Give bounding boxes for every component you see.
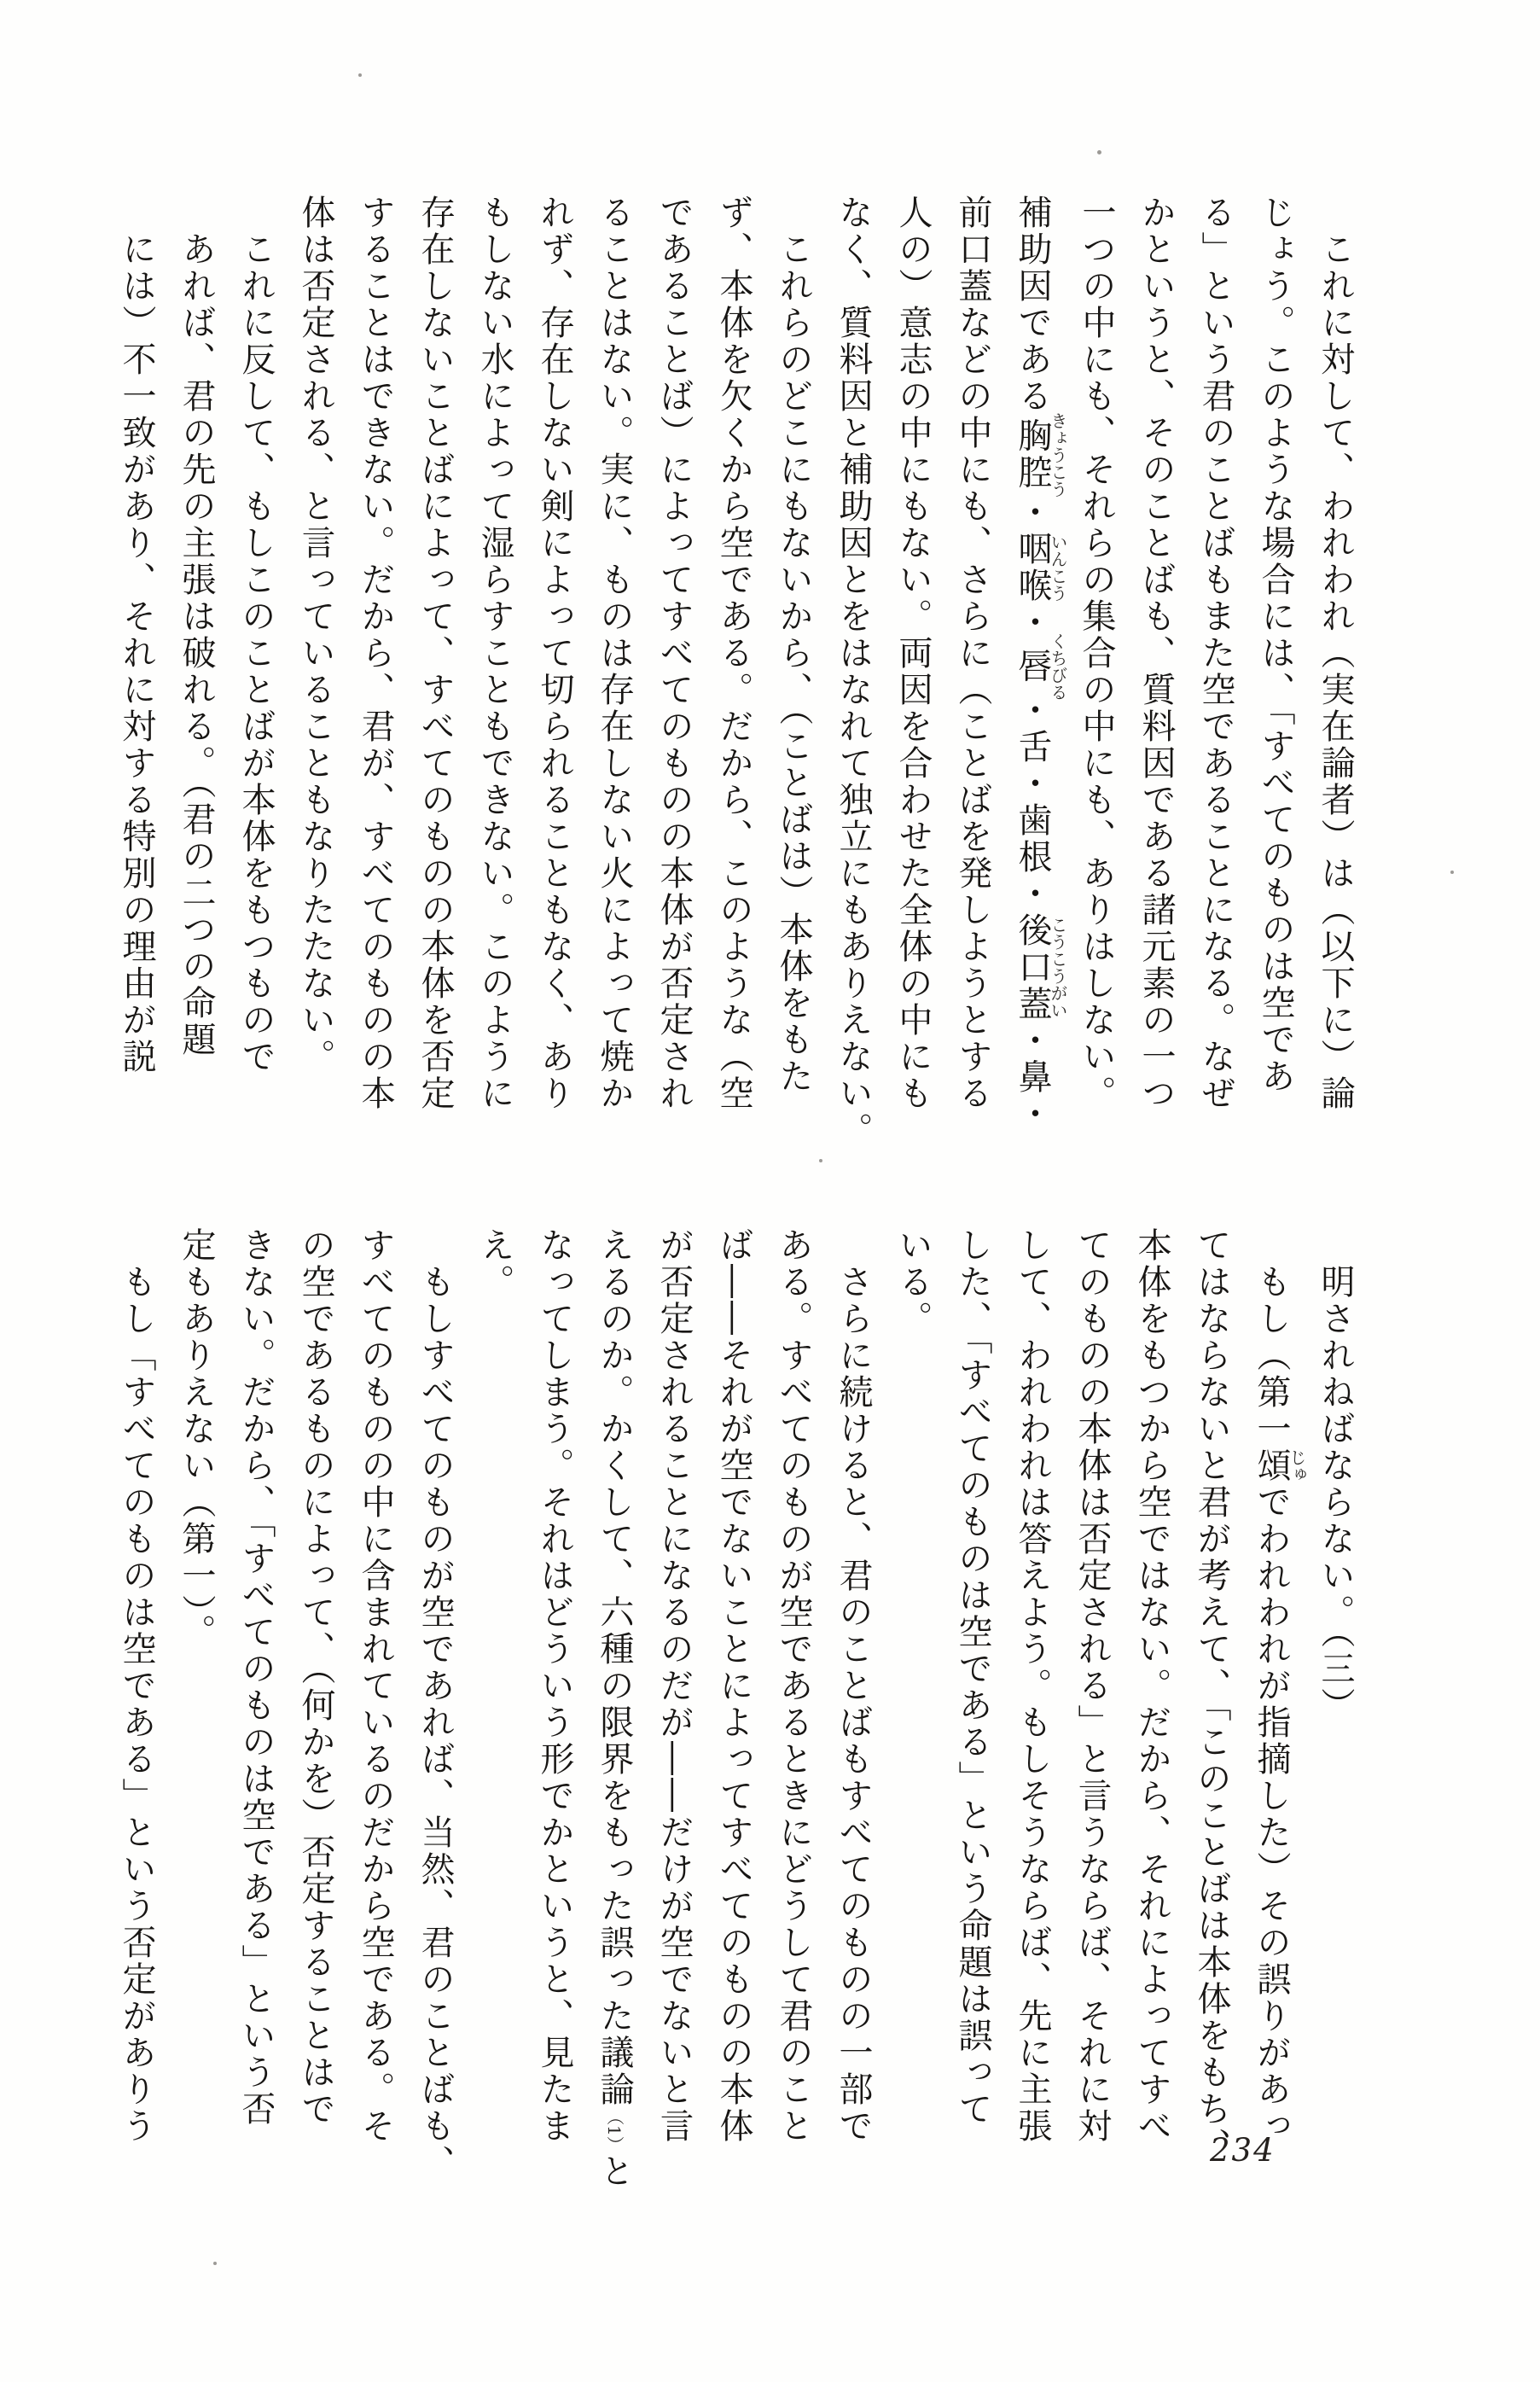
text-column: これに対して、われわれ（実在論者）は（以下に）論 — [1316, 195, 1355, 1112]
text-column: 前口蓋などの中にも、さらに（ことばを発しようとする — [953, 195, 992, 1112]
text-column: 明されねばならない。（三） — [1316, 1227, 1355, 1724]
text-column: であることば）によってすべてのものの本体が否定され — [654, 195, 694, 1112]
text-column: これに反して、もしこのことばが本体をもつもので — [236, 195, 276, 1075]
text-column: ることはない。実に、ものは存在しない火によって焼か — [595, 195, 634, 1112]
scan-speck — [819, 1159, 822, 1162]
text-column: れず、存在しない剣によって切られることもなく、あり — [535, 195, 574, 1112]
scan-speck — [1450, 871, 1454, 874]
text-column: る」という君のことばもまた空であることになる。なぜ — [1196, 195, 1235, 1112]
text-column: もし「すべてのものは空である」という否定がありう — [117, 1227, 156, 2145]
text-column: 補助因である胸腔きょうこう・咽喉いんこう・唇くちびる・舌・歯根・後口蓋こうこうがい・鼻・ — [1013, 195, 1068, 1133]
text-column: てはならないと君が考えて、「このことばは本体をもち、 — [1192, 1227, 1231, 2164]
text-column: いる。 — [893, 1227, 933, 1337]
text-column: もし（第一頌じゅでわれわれが指摘した）その誤りがあっ — [1252, 1227, 1307, 2145]
text-column: すべてのものの中に含まれているのだから空である。そ — [356, 1227, 395, 2145]
text-column: もしない水によって湿らすこともできない。このように — [475, 195, 514, 1112]
text-column: 体は否定される、と言っていることもなりたたない。 — [296, 195, 335, 1075]
scan-speck — [213, 2262, 217, 2265]
upper-text-block — [107, 195, 1365, 1155]
text-column: もしすべてのものが空であれば、当然、君のことばも、 — [416, 1227, 455, 2181]
text-column: が否定されることになるのだが――だけが空でないと言 — [654, 1227, 694, 2145]
text-column: えるのか。かくして、六種の限界をもった誤った議論（1）と — [595, 1227, 634, 2190]
text-column: 本体をもつから空ではない。だから、それによってすべ — [1132, 1227, 1171, 2145]
text-column: なってしまう。それはどういう形でかというと、見たま — [535, 1227, 574, 2145]
text-column: あれば、君の先の主張は破れる。（君の二つの命題 — [177, 195, 216, 1058]
ruby-annotated-word: 唇くちびる — [1013, 632, 1068, 701]
text-column: なく、質料因と補助因とをはなれて独立にもありえない。 — [834, 195, 873, 1149]
text-column: して、われわれは答えよう。もしそうならば、先に主張 — [1013, 1227, 1052, 2145]
footnote-marker: （1） — [604, 2108, 625, 2153]
text-column: これらのどこにもないから、（ことばは）本体をもた — [774, 195, 813, 1095]
text-column: した、「すべてのものは空である」という命題は誤って — [953, 1227, 992, 2128]
text-column: ば――それが空でないことによってすべてのものの本体 — [714, 1227, 753, 2145]
ruby-annotated-word: 頌じゅ — [1252, 1447, 1307, 1484]
text-column: きない。だから、「すべてのものは空である」という否 — [236, 1227, 276, 2128]
lower-text-block — [107, 1227, 1365, 2190]
text-column: ず、本体を欠くから空である。だから、このような（空 — [714, 195, 753, 1112]
ruby-annotated-word: 後口蓋こうこうがい — [1013, 912, 1068, 1022]
ruby-annotated-word: 胸腔きょうこう — [1013, 411, 1068, 498]
scan-speck — [358, 73, 362, 77]
page-number: 234 — [1210, 2132, 1276, 2169]
text-column: ある。すべてのものが空であるときにどうして君のこと — [774, 1227, 813, 2145]
text-column: 一つの中にも、それらの集合の中にも、ありはしない。 — [1077, 195, 1116, 1112]
text-column: には）不一致があり、それに対する特別の理由が説 — [117, 195, 156, 1075]
text-column: かというと、そのことばも、質料因である諸元素の一つ — [1136, 195, 1176, 1112]
text-column: 人の）意志の中にもない。両因を合わせた全体の中にも — [893, 195, 933, 1112]
text-column: てのものの本体は否定される」と言うならば、それに対 — [1072, 1227, 1112, 2145]
text-column: 存在しないことばによって、すべてのものの本体を否定 — [416, 195, 455, 1112]
text-column: じょう。このような場合には、「すべてのものは空であ — [1256, 195, 1295, 1095]
scan-speck — [1097, 150, 1101, 154]
text-column: の空であるものによって、（何かを）否定することはで — [296, 1227, 335, 2128]
text-column: さらに続けると、君のことばもすべてのものの一部で — [834, 1227, 873, 2145]
text-column: することはできない。だから、君が、すべてのものの本 — [356, 195, 395, 1112]
ruby-annotated-word: 咽喉いんこう — [1013, 531, 1068, 604]
text-column: え。 — [475, 1227, 514, 1301]
text-column: 定もありえない（第一）。 — [177, 1227, 216, 1651]
